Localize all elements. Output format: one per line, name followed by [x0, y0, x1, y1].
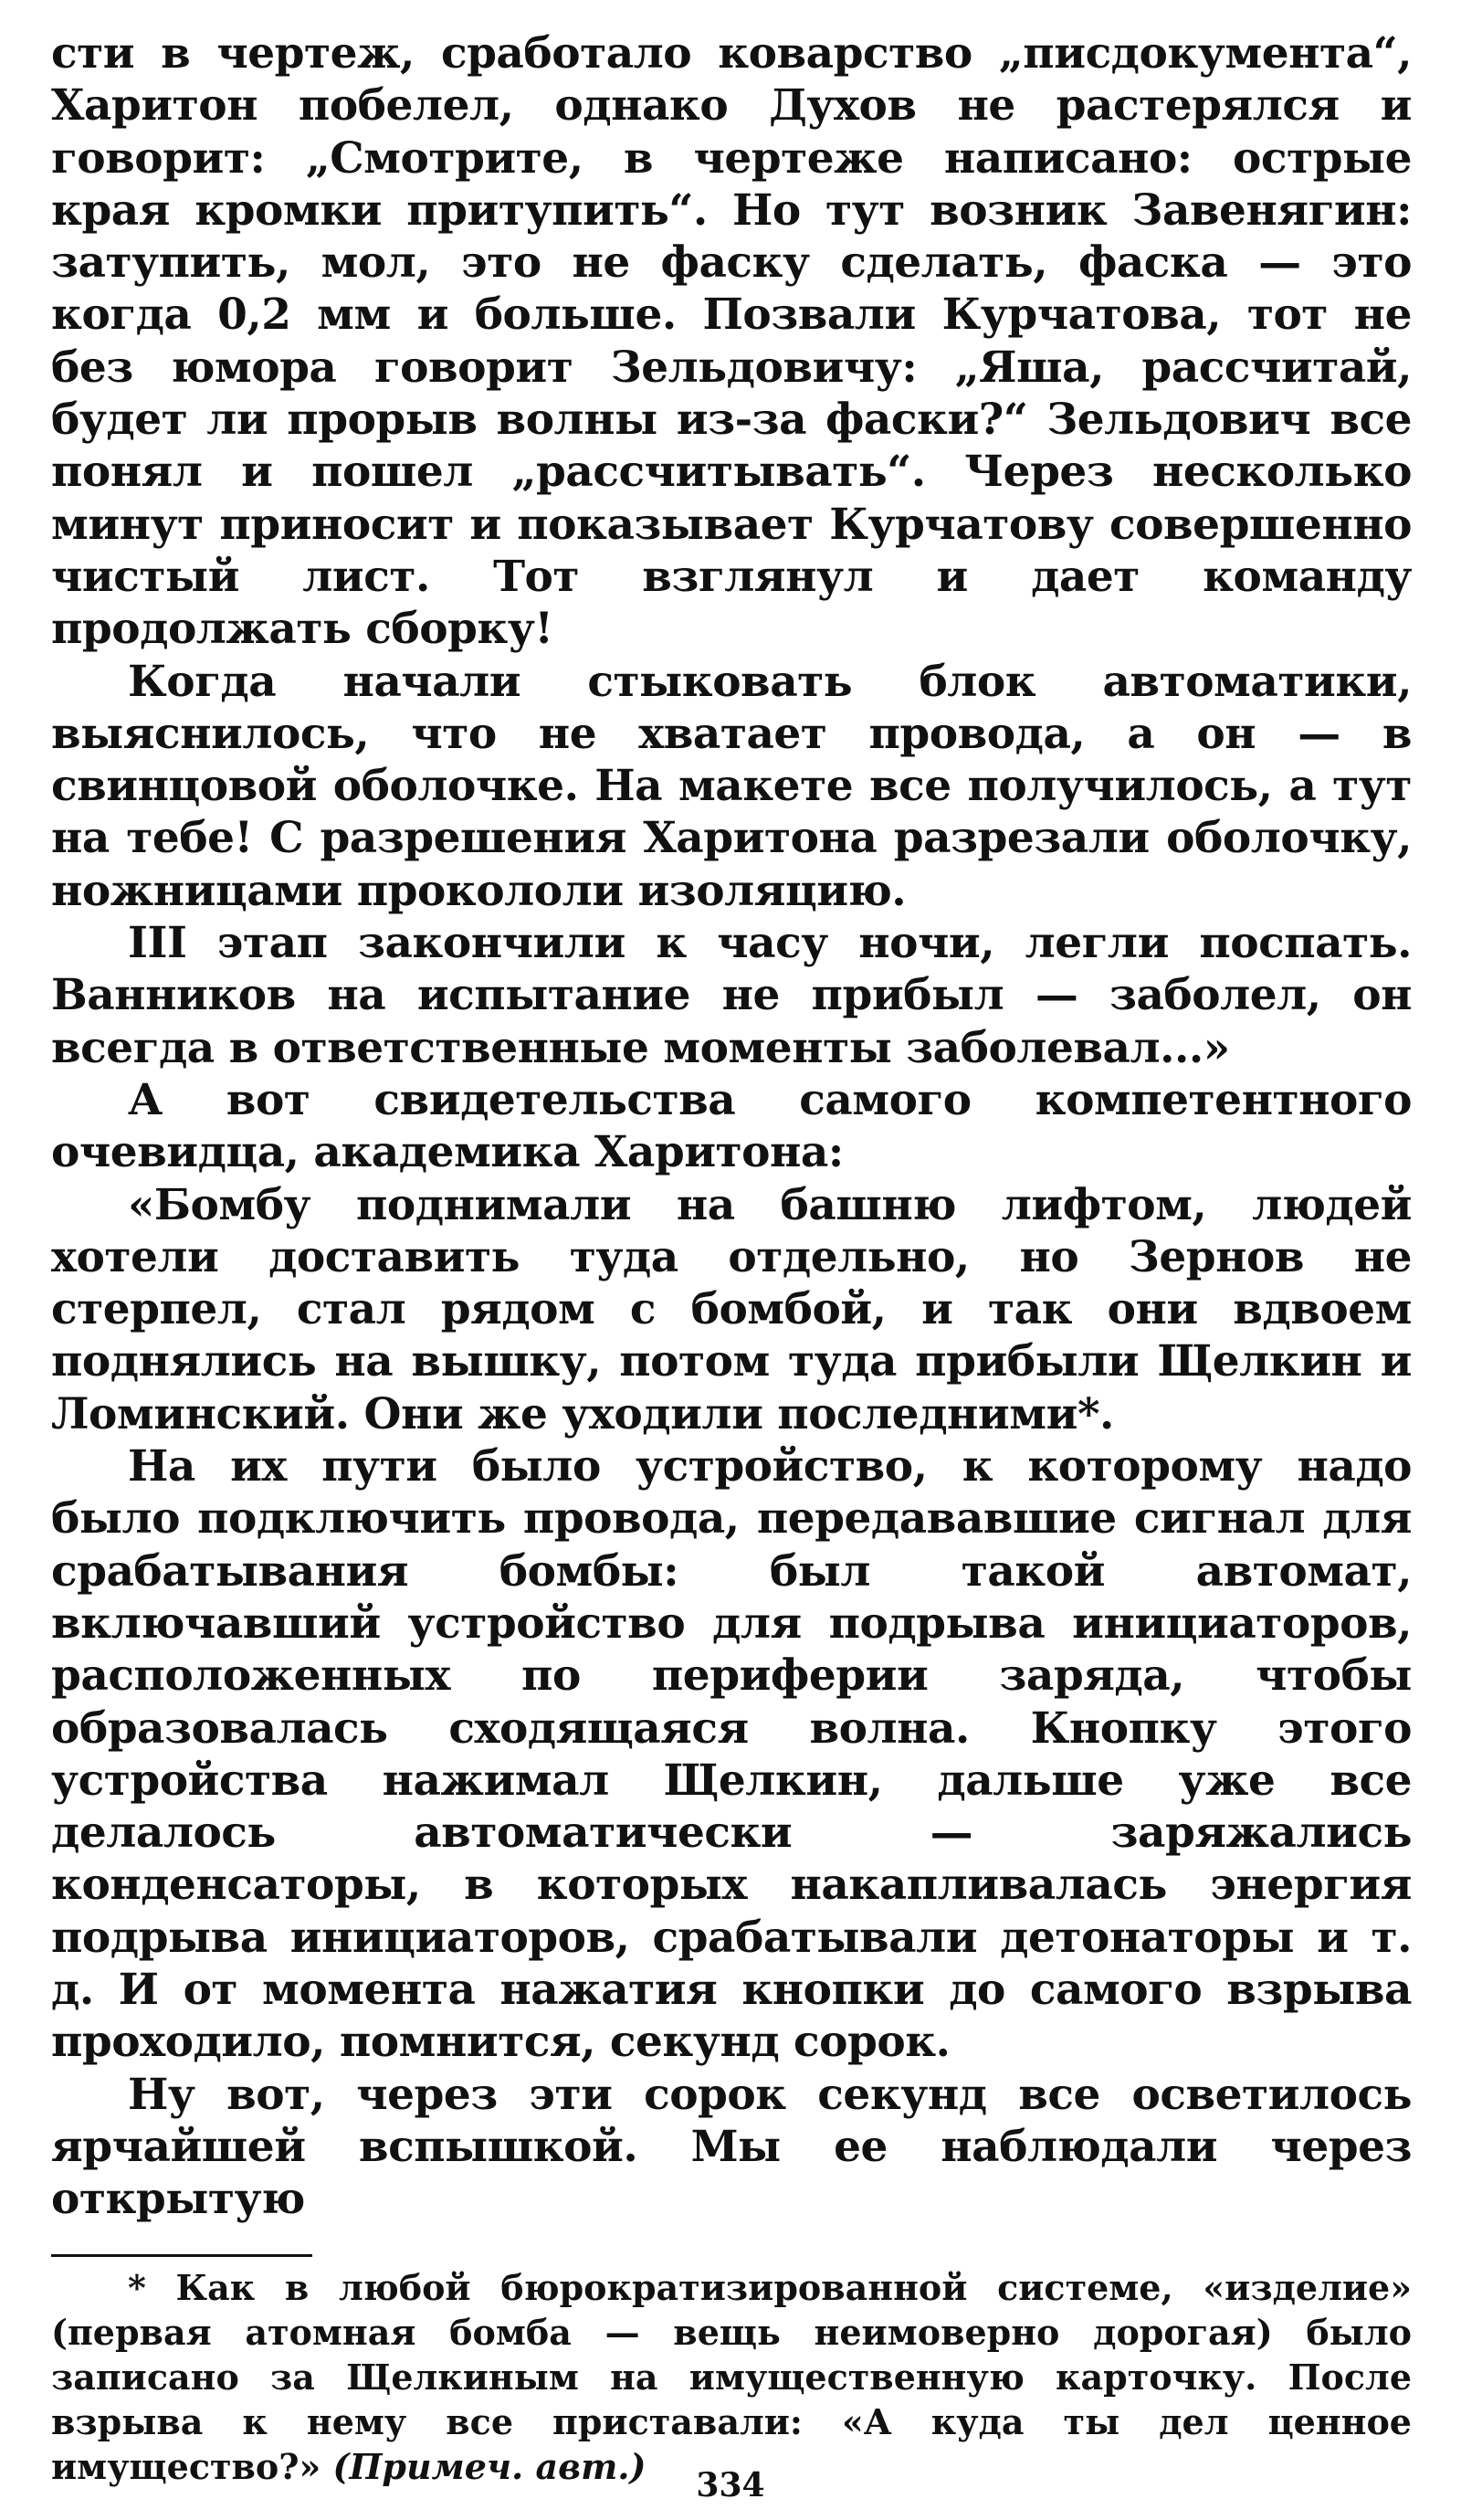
footnote-divider	[51, 2254, 312, 2257]
paragraph-6: На их пути было устройство, к которому надо было подключить провода, передававшие сигнал для срабатывания бомбы: был такой автомат, включавший устройство для подрыва инициаторов, расположенных по периферии заряда, чтобы образовалась сходящаяся волна. Кнопку этого устройства нажимал Щелкин, дальше уже все делалось автоматически — заряжались конденсаторы, в которых накапливалась энергия подрыва инициаторов, срабатывали детонаторы и т. д. И от момента нажатия кнопки до самого взрыва проходило, помнится, секунд сорок.	[51, 1441, 1412, 2068]
page-number: 334	[696, 2466, 765, 2504]
paragraph-5: «Бомбу поднимали на башню лифтом, людей хотели доставить туда отдельно, но Зернов не стерпел, стал рядом с бомбой, и так они вдвоем поднялись на вышку, потом туда прибыли Щелкин и Ломинский. Они же уходили последними*.	[51, 1179, 1412, 1439]
paragraph-4: А вот свидетельства самого компетентного очевидца, академика Харитона:	[51, 1074, 1412, 1178]
paragraph-7: Ну вот, через эти сорок секунд все осветилось ярчайшей вспышкой. Мы ее наблюдали через открытую	[51, 2069, 1412, 2225]
footnote-text: * Как в любой бюрократизированной системе, «изделие» (первая атомная бомба — вещь неимоверно дорогая) было записано за Щелкиным на имущественную карточку. После взрыва к нему все приставали: «А куда ты дел ценное имущество?»	[51, 2267, 1412, 2487]
paragraph-2: Когда начали стыковать блок автоматики, выяснилось, что не хватает провода, а он — в свинцовой оболочке. На макете все получилось, а тут на тебе! С разрешения Харитона разрезали оболочку, ножницами прокололи изоляцию.	[51, 656, 1412, 916]
paragraph-3: III этап закончили к часу ночи, легли поспать. Ванников на испытание не прибыл — заболел, он всегда в ответственные моменты заболевал...»	[51, 918, 1412, 1073]
paragraph-1: сти в чертеж, сработало коварство „писдокумента“, Харитон побелел, однако Духов не растерялся и говорит: „Смотрите, в чертеже написано: острые края кромки притупить“. Но тут возник Завенягин: затупить, мол, это не фаску сделать, фаска — это когда 0,2 мм и больше. Позвали Курчатова, тот не без юмора говорит Зельдовичу: „Яша, рассчитай, будет ли прорыв волны из-за фаски?“ Зельдович все понял и пошел „рассчитывать“. Через несколько минут приносит и показывает Курчатову совершенно чистый лист. Тот взглянул и дает команду продолжать сборку!	[51, 28, 1412, 655]
footnote	[51, 2265, 1412, 2489]
footnote-author-note: (Примеч. авт.)	[332, 2446, 646, 2487]
page-body	[51, 27, 1412, 2225]
